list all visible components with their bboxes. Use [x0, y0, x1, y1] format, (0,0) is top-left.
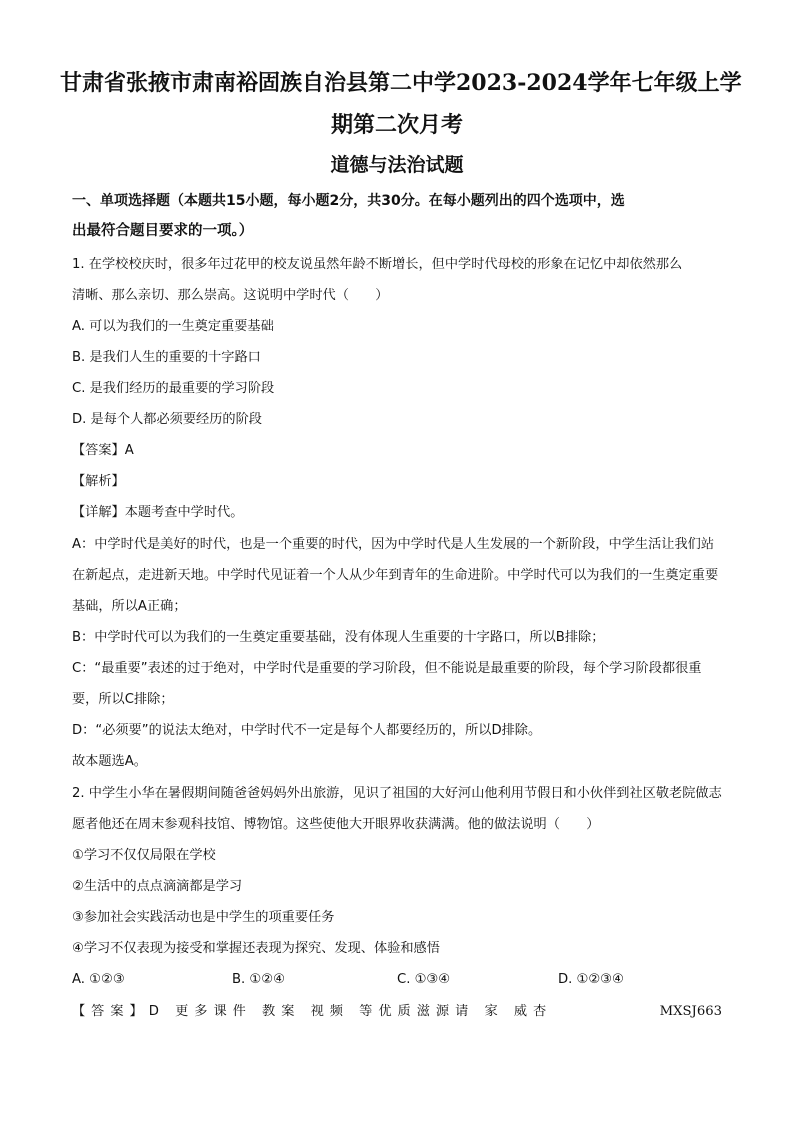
- q2-option-b: B. ①②④: [232, 972, 285, 987]
- q1-analysis-tag: 【解析】: [72, 474, 125, 489]
- q1-option-b: B. 是我们人生的重要的十字路口: [72, 350, 261, 365]
- answer-value: A: [124, 443, 134, 458]
- q1-stem-line2: 清晰、那么亲切、那么崇高。这说明中学时代（ ）: [72, 288, 389, 303]
- q1-conclusion: 故本题选A。: [72, 754, 147, 769]
- q1-answer: [72, 440, 722, 462]
- q1-explain-c: C：“最重要”表述的过于绝对，中学时代是重要的学习阶段，但不能说是最重要的阶段，每个学习阶段都很重要，所以C排除；: [72, 661, 702, 707]
- q2-option-d: D. ①②③④: [558, 972, 624, 987]
- q1-stem-line1: 1. 在学校校庆时，很多年过花甲的校友说虽然年龄不断增长，但中学时代母校的形象在记忆中却依然那么: [72, 257, 683, 272]
- answer-tag: 【答案】: [72, 443, 125, 458]
- section-heading-line1: 一、单项选择题（本题共15小题，每小题2分，共30分。在每小题列出的四个选项中，选: [72, 193, 625, 209]
- q1-detail: [72, 502, 722, 524]
- exam-title-line2: 期第二次月考: [330, 112, 463, 138]
- exam-title-line1: 甘肃省张掖市肃南裕固族自治县第二中学2023-2024学年七年级上学: [60, 70, 742, 96]
- q1-explain-b: B：中学时代可以为我们的一生奠定重要基础，没有体现人生重要的十字路口，所以B排除；: [72, 630, 605, 645]
- q1-explain-d: D：“必须要”的说法太绝对，中学时代不一定是每个人都要经历的，所以D排除。: [72, 723, 542, 738]
- q1-option-a: A. 可以为我们的一生奠定重要基础: [72, 319, 274, 334]
- detail-text: 本题考查中学时代。: [124, 505, 244, 520]
- q2-statement-2: ②生活中的点点滴滴都是学习: [72, 879, 243, 894]
- section-heading-line2: 出最符合题目要求的一项。）: [72, 223, 254, 239]
- footer-watermark: [72, 1001, 722, 1023]
- q2-option-a: A. ①②③: [72, 972, 125, 987]
- q1-explain-a: A：中学时代是美好的时代，也是一个重要的时代，因为中学时代是人生发展的一个新阶段，中学生活让我们站在新起点，走进新天地。中学时代见证着一个人从少年到青年的生命进阶。中学时代可以为我们的一生奠定重要基础，所以A正确；: [72, 537, 719, 614]
- detail-tag: 【详解】: [72, 505, 125, 520]
- q1-option-d: D. 是每个人都必须要经历的阶段: [72, 412, 262, 427]
- footer-code: MXSJ663: [659, 1004, 722, 1019]
- q2-stem: 2. 中学生小华在暑假期间随爸爸妈妈外出旅游，见识了祖国的大好河山他利用节假日和小伙伴到社区敬老院做志愿者他还在周末参观科技馆、博物馆。这些使他大开眼界收获满满。他的做法说明（ ）: [72, 786, 722, 832]
- q1-option-c: C. 是我们经历的最重要的学习阶段: [72, 381, 275, 396]
- section-heading: [72, 186, 722, 246]
- q2-statement-3: ③参加社会实践活动也是中学生的项重要任务: [72, 910, 335, 925]
- q2-statement-4: ④学习不仅表现为接受和掌握还表现为探究、发现、体验和感悟: [72, 941, 440, 956]
- footer-text: 【答案】D 更多课件 教案 视频 等优质滋源请 家 威杏: [72, 1004, 553, 1019]
- exam-subject: 道德与法治试题: [330, 154, 464, 176]
- q2-option-c: C. ①③④: [397, 972, 451, 987]
- q2-statement-1: ①学习不仅仅局限在学校: [72, 848, 216, 863]
